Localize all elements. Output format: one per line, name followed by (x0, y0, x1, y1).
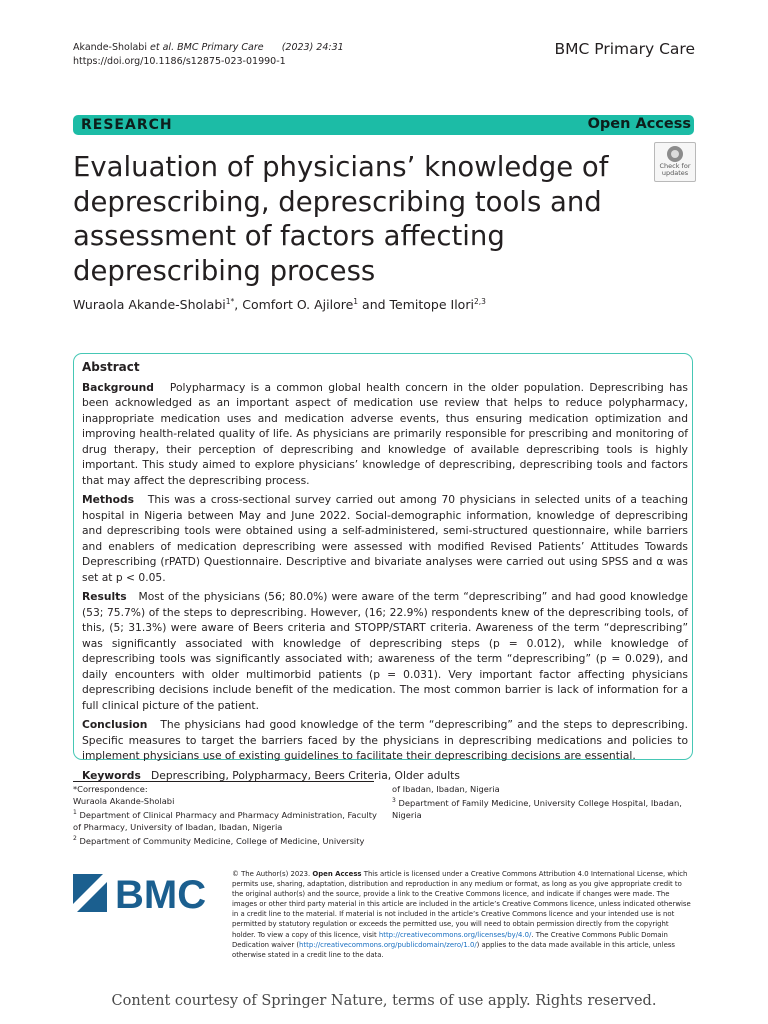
page-footer: Content courtesy of Springer Nature, terms of use apply. Rights reserved. (111, 993, 657, 1009)
correspondence-label: *Correspondence: (73, 784, 148, 794)
conclusion-label: Conclusion (82, 718, 148, 731)
affiliation-2: $^2$ Department of Community Medicine, College of Medicine, University (73, 834, 365, 846)
abstract-background (82, 380, 688, 489)
article-type-band (73, 115, 694, 135)
methods-text: This was a cross-sectional survey carried out among 70 physicians in selected units of a teaching hospital in Nigeria between May and June 2022. Social-demographic information, knowledge of deprescribing and deprescribing tools were obtained using a self-administered, semi-structured questionnaire, while barriers and enablers of medication deprescribing were assessed with modified Revised Patients’ Attitudes Towards Deprescribing (rPATD) Questionnaire. Descriptive and bivariate analyses were carried out using SPSS and α was set at p < 0.05. (82, 493, 688, 584)
author-2[interactable]: , Comfort O. Ajilore (234, 297, 354, 313)
citation-journal: et al. BMC Primary Care (150, 42, 264, 53)
background-label: Background (82, 380, 154, 394)
check-updates-icon (667, 146, 683, 162)
abstract-conclusion (82, 717, 688, 764)
citation-authors: Akande-Sholabi (73, 42, 147, 53)
background-text: Polypharmacy is a common global health concern in the older population. Deprescribing has been acknowledged as an important aspect of medication use review that helps to reduce polypharmacy, inappropriate medication uses and medication adverse events, thus ensuring medication optimization and improving health-related quality of life. As physicians are primarily responsible for prescribing and monitoring of drug therapy, their perception of deprescribing and knowledge of available deprescribing tools is highly important. This study aimed to explore physicians’ knowledge of deprescribing, deprescribing tools and factors that may affect the deprescribing process. (82, 380, 688, 487)
affiliation-2-cont: of Ibadan, Ibadan, Nigeria (392, 784, 500, 794)
running-header (73, 41, 344, 69)
methods-label: Methods (82, 493, 134, 506)
license-link[interactable]: http://creativecommons.org/licenses/by/4.0/ (378, 930, 532, 939)
affiliation-1: $^1$ Department of Clinical Pharmacy and Pharmacy Administration, Faculty of Pharmacy, University of Ibadan, Ibadan, Nigeria (73, 809, 377, 832)
journal-name: BMC Primary Care (554, 40, 695, 58)
results-text: Most of the physicians (56; 80.0%) were aware of the term “deprescribing” and had good knowledge (53; 75.7%) of the steps to deprescribing. However, (16; 22.9%) respondents knew of the deprescribing tools, of this, (5; 31.3%) were aware of Beers criteria and STOPP/START criteria. Awareness of the term “deprescribing” was significantly associated with knowledge of deprescribing steps (p = 0.012), while knowledge of deprescribing tools was significantly associated with; awareness of the term “deprescribing” (p = 0.029), and daily encounters with older multimorbid patients (p = 0.031). Very important factor affecting physicians deprescribing decisions include benefit of the medication. The most common barrier is lack of information for a full clinical picture of the patient. (82, 590, 688, 712)
correspondence-name: Wuraola Akande-Sholabi (73, 796, 175, 806)
author-3-affil: 2,3 (473, 297, 486, 306)
footnotes-right (392, 783, 692, 821)
author-2-affil: 1 (353, 297, 359, 306)
author-1-affil: 1* (225, 297, 235, 306)
citation-year: (2023) 24:31 (281, 42, 344, 53)
license-text: © The Author(s) 2023. Open Access This article is licensed under a Creative Commons Attribution 4.0 International License, which permits use, sharing, adaptation, distribution and reproduction in any medium or format, as long as you give appropriate credit to the original author(s) and the source, provide a link to the Creative Commons licence, and indicate if changes were made. The images or other third party material in this article are included in the article’s Creative Commons licence, unless indicated otherwise in a credit line to the material. If material is not included in the article’s Creative Commons licence and your intended use is not permitted by statutory regulation or exceeds the permitted use, you will need to obtain permission directly from the copyright holder. To view a copy of this licence, visit http://creativecommons.org/licenses/by/4.0/. The Creative Commons Public Domain Dedication waiver (http://creativecommons.org/publicdomain/zero/1.0/) applies to the data made available in this article, unless otherwise stated in a credit line to the data. (232, 870, 691, 959)
check-for-updates-badge[interactable] (654, 142, 696, 182)
article-type-label: RESEARCH (81, 117, 173, 133)
open-access-label: Open Access (587, 116, 691, 132)
article-title: Evaluation of physicians’ knowledge of deprescribing, deprescribing tools and assessment of factors affecting deprescribing process (73, 151, 609, 287)
results-label: Results (82, 590, 127, 603)
author-1[interactable]: Wuraola Akande-Sholabi (73, 297, 226, 313)
abstract-box (73, 353, 693, 782)
public-domain-link[interactable]: http://creativecommons.org/publicdomain/zero/1.0/ (299, 940, 477, 949)
abstract-results (82, 589, 688, 713)
conclusion-text: The physicians had good knowledge of the term “deprescribing” and the steps to deprescribing. Specific measures to target the barriers faced by the physicians in deprescribing medications and policies to implement physicians use of existing guidelines to facilitate their deprescribing decisions are essential. (82, 718, 688, 762)
badge-line2: updates (661, 169, 689, 177)
footnotes-left (73, 783, 378, 847)
affiliation-3: $^3$ Department of Family Medicine, University College Hospital, Ibadan, Nigeria (392, 797, 682, 820)
author-list (73, 297, 486, 312)
abstract-heading: Abstract (82, 360, 140, 374)
keywords-text: Deprescribing, Polypharmacy, Beers Criteria, Older adults (151, 768, 460, 782)
bmc-logo (73, 874, 213, 912)
abstract-methods (82, 492, 688, 585)
bmc-logo-icon (73, 874, 213, 912)
keywords-label: Keywords (82, 768, 141, 782)
bmc-logo-text: BMC (115, 874, 207, 912)
doi-link[interactable]: https://doi.org/10.1186/s12875-023-01990-1 (73, 56, 286, 67)
author-3[interactable]: and Temitope Ilori (358, 297, 474, 313)
footnote-rule (73, 781, 374, 782)
badge-line1: Check for (659, 162, 691, 170)
license-open-access: Open Access (312, 870, 362, 878)
